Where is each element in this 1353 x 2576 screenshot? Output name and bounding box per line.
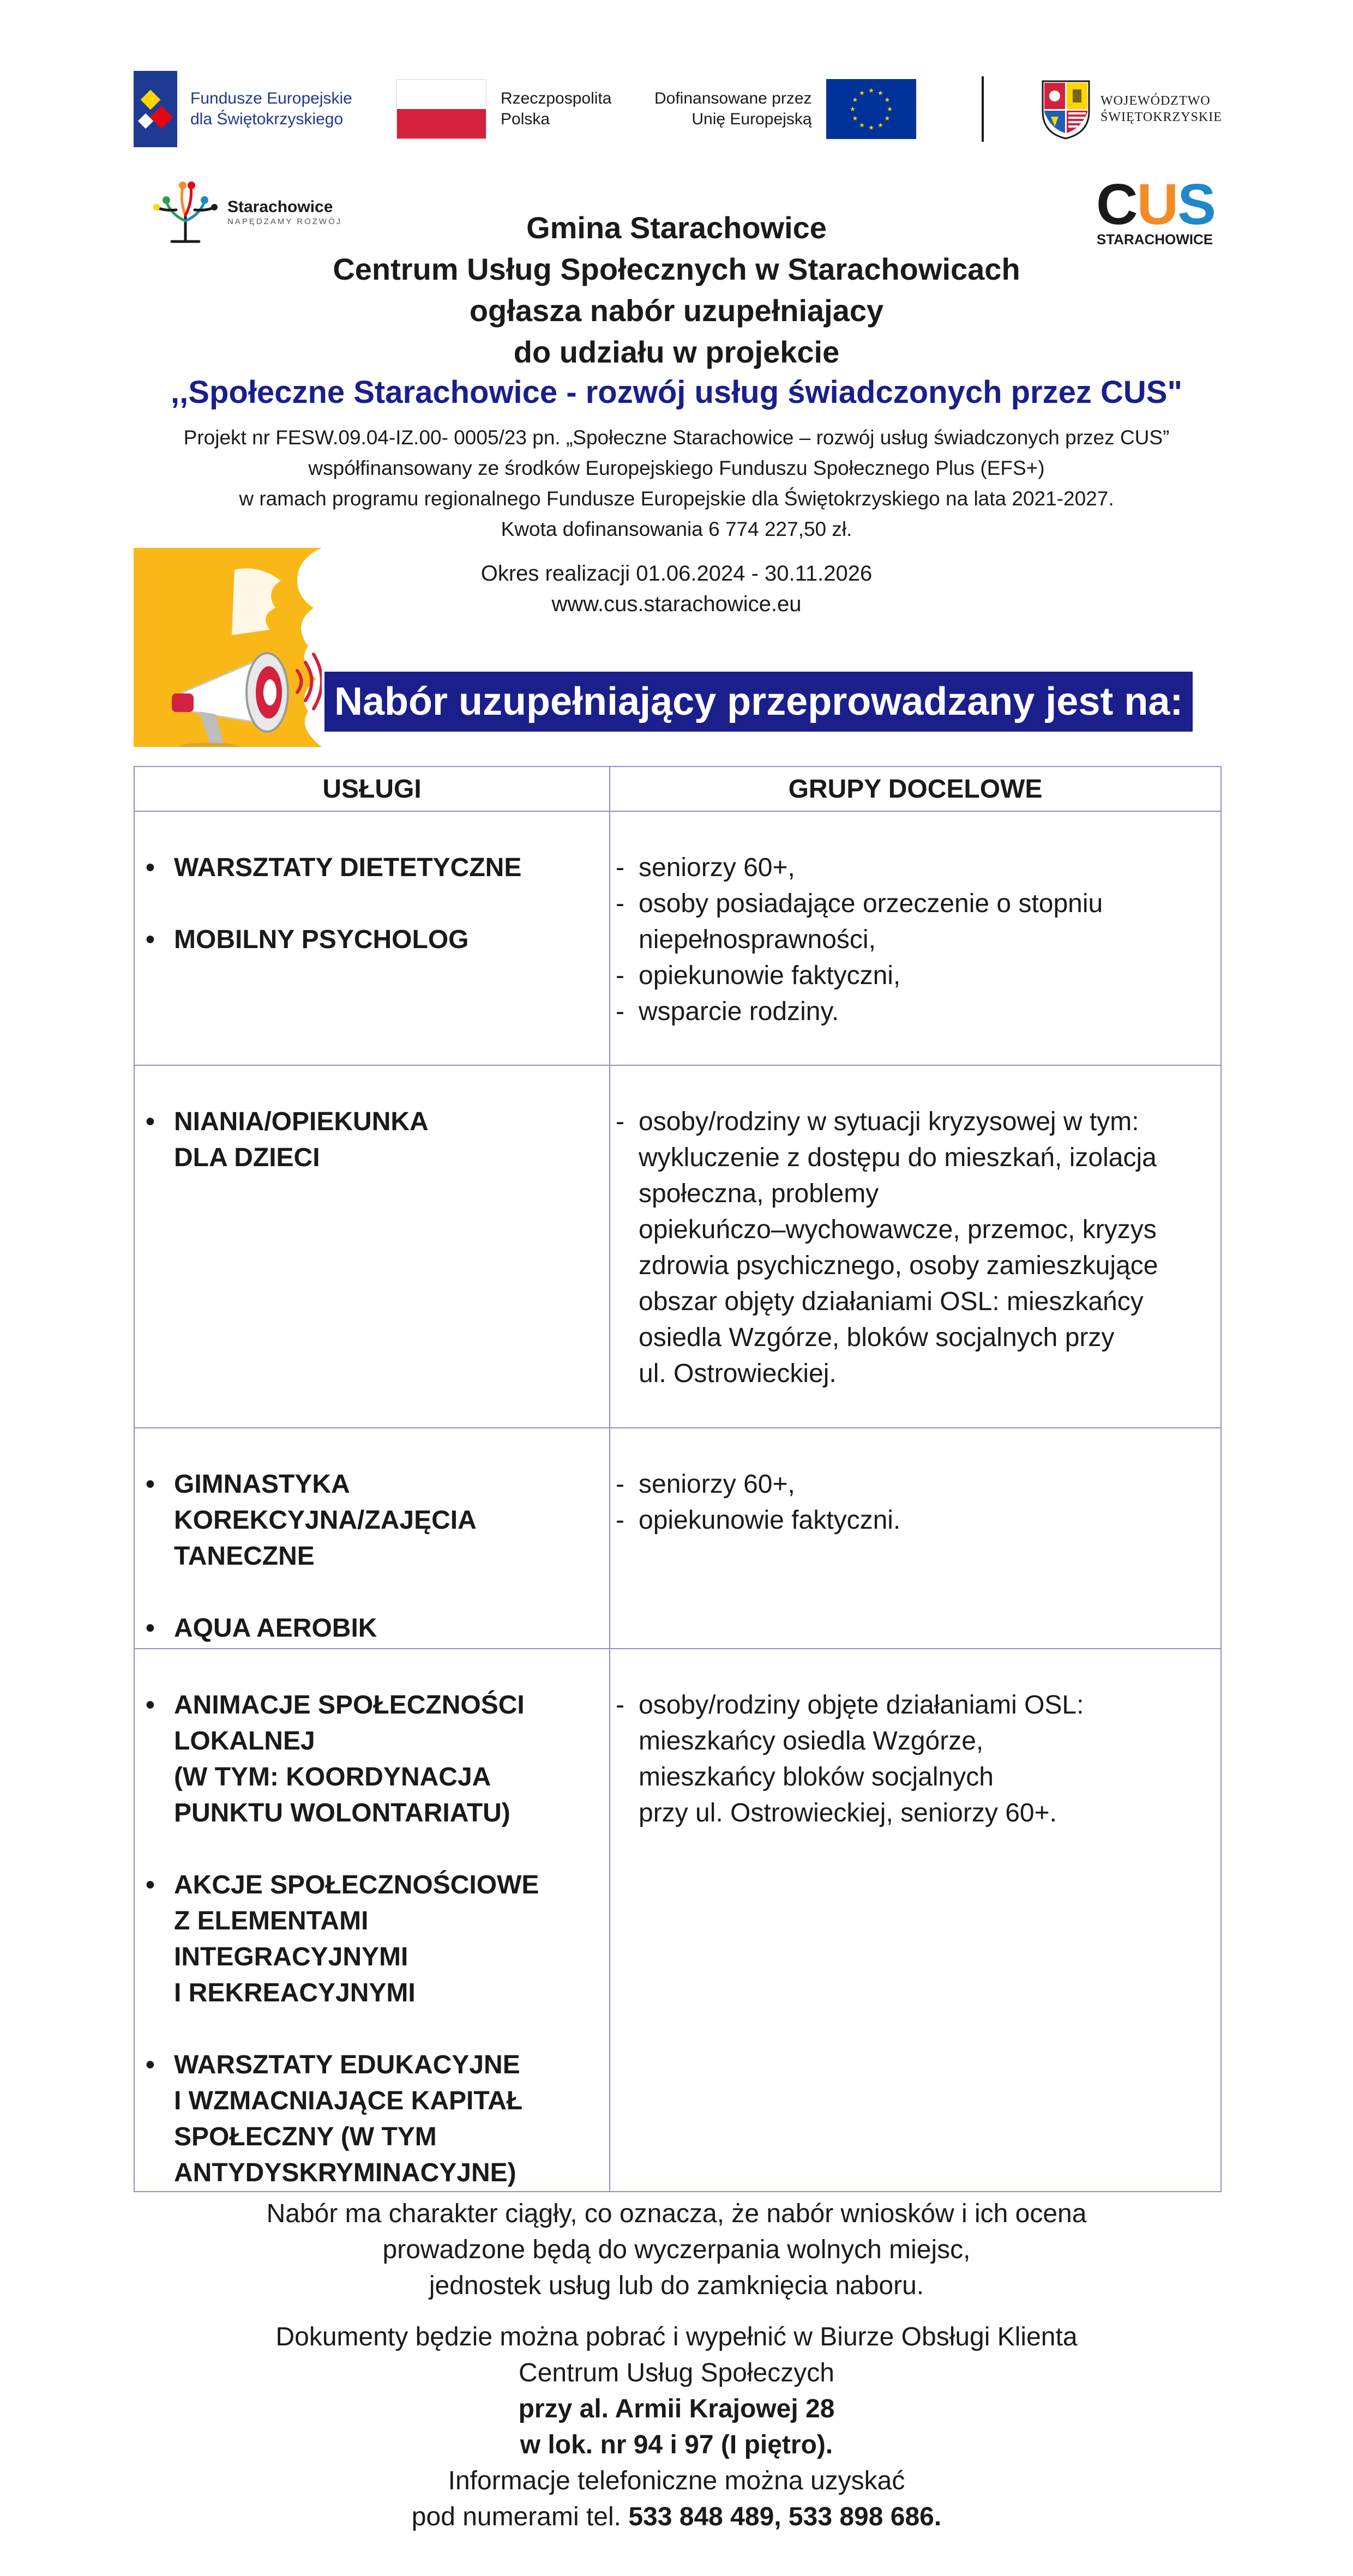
services-cell bbox=[134, 1649, 610, 2192]
cus-city: STARACHOWICE bbox=[1096, 231, 1213, 248]
project-funding-amount: Kwota dofinansowania 6 774 227,50 zł. bbox=[501, 518, 852, 540]
footer-line-8: Informacje telefoniczne można uzyskać bbox=[448, 2466, 905, 2495]
group-item: - opiekunowie faktyczni, bbox=[616, 961, 901, 990]
header-line-3: ogłasza nabór uzupełniajacy bbox=[469, 293, 884, 328]
footer-line-4: Dokumenty będzie można pobrać i wypełnić w Biurze Obsługi Klienta bbox=[275, 2322, 1078, 2351]
group-item: - osoby posiadające orzeczenie o stopniu niepełnosprawności, bbox=[616, 889, 1103, 954]
eu-cofinanced-logo bbox=[654, 79, 916, 139]
eu-star-icon: ★ bbox=[886, 105, 893, 113]
project-line-3: w ramach programu regionalnego Fundusze Europejskie dla Świętokrzyskiego na lata 2021-2027. bbox=[239, 487, 1114, 510]
fe-line1: Fundusze Europejskie bbox=[190, 89, 352, 107]
groups-cell bbox=[610, 811, 1221, 1065]
sw-line2: ŚWIĘTOKRZYSKIE bbox=[1101, 110, 1222, 124]
footer-office-rooms: w lok. nr 94 i 97 (I piętro). bbox=[520, 2430, 833, 2459]
eu-star-icon: ★ bbox=[852, 114, 858, 122]
eu-star-icon: ★ bbox=[884, 96, 890, 104]
megaphone-icon bbox=[134, 548, 322, 747]
wojewodztwo-text bbox=[1101, 93, 1222, 125]
service-item: • ANIMACJE SPOŁECZNOŚCI LOKALNEJ (W TYM: KOORDYNACJA PUNKTU WOLONTARIATU) bbox=[146, 1691, 525, 1827]
header-grupy-docelowe: GRUPY DOCELOWE bbox=[610, 767, 1221, 811]
footer-phones-line bbox=[0, 2499, 1353, 2535]
project-name: ,,Społeczne Starachowice - rozwój usług świadczonych przez CUS" bbox=[171, 375, 1182, 410]
footer-phone-numbers[interactable]: 533 848 489, 533 898 686. bbox=[628, 2502, 942, 2531]
project-line-1: Projekt nr FESW.09.04-IZ.00- 0005/23 pn. „Społeczne Starachowice – rozwój usług świadczonych przez CUS” bbox=[183, 426, 1170, 449]
footer-line-2: prowadzone będą do wyczerpania wolnych miejsc, bbox=[382, 2235, 971, 2264]
sw-line1: WOJEWÓDZTWO bbox=[1101, 93, 1211, 108]
group-item: - wsparcie rodziny. bbox=[616, 997, 839, 1026]
services-cell bbox=[134, 1428, 610, 1649]
footer-line-3: jednostek usług lub do zamknięcia naboru. bbox=[429, 2271, 924, 2300]
groups-cell bbox=[610, 1065, 1221, 1428]
project-website[interactable]: www.cus.starachowice.eu bbox=[551, 592, 802, 616]
project-line-2: współfinansowany ze środków Europejskiego Funduszu Społecznego Plus (EFS+) bbox=[308, 457, 1045, 479]
eu-star-icon: ★ bbox=[868, 124, 874, 131]
table-row bbox=[134, 811, 1221, 1065]
service-item: • AKCJE SPOŁECZNOŚCIOWE Z ELEMENTAMI INTEGRACYJNYMI I REKREACYJNYMI bbox=[146, 1871, 539, 2007]
table-row bbox=[134, 1649, 1221, 2192]
recruitment-banner: Nabór uzupełniający przeprowadzany jest na: bbox=[324, 672, 1193, 732]
eu-flag-icon bbox=[826, 79, 916, 139]
header-uslugi: USŁUGI bbox=[134, 767, 610, 811]
cus-letter-u: U bbox=[1136, 172, 1178, 237]
fundusze-europejskie-logo bbox=[134, 71, 363, 147]
eu-star-icon: ★ bbox=[858, 89, 865, 97]
table-header-row bbox=[134, 767, 1221, 811]
groups-cell bbox=[610, 1428, 1221, 1649]
logo-bar bbox=[134, 65, 1222, 153]
table-row bbox=[134, 1428, 1221, 1649]
swietokrzyskie-crest-icon bbox=[1040, 79, 1092, 140]
service-item: • AQUA AEROBIK bbox=[146, 1614, 377, 1643]
services-cell bbox=[134, 811, 610, 1065]
group-item: - opiekunowie faktyczni. bbox=[616, 1506, 901, 1535]
group-item: - seniorzy 60+, bbox=[616, 1470, 795, 1499]
project-period: Okres realizacji 01.06.2024 - 30.11.2026 bbox=[480, 562, 873, 586]
header-line-4: do udziału w projekcie bbox=[513, 335, 840, 369]
group-item: - osoby/rodziny objęte działaniami OSL: mieszkańcy osiedla Wzgórze, mieszkańcy bloków socjalnych przy ul. Ostrowieckiej, seniorzy 60+. bbox=[616, 1691, 1084, 1827]
footer-line-1: Nabór ma charakter ciągły, co oznacza, że nabór wniosków i ich ocena bbox=[266, 2199, 1087, 2228]
eu-star-icon: ★ bbox=[849, 105, 856, 113]
wojewodztwo-swietokrzyskie-logo bbox=[1040, 77, 1222, 140]
fe-line2: dla Świętokrzyskiego bbox=[190, 110, 344, 128]
rzeczpospolita-text bbox=[501, 88, 611, 130]
eu-star-icon: ★ bbox=[884, 114, 890, 122]
table-row bbox=[134, 1065, 1221, 1428]
rzeczpospolita-polska-logo bbox=[396, 79, 611, 139]
service-item: • WARSZTATY EDUKACYJNE I WZMACNIAJĄCE KAPITAŁ SPOŁECZNY (W TYM ANTYDYSKRYMINACYJNE) bbox=[146, 2050, 523, 2187]
eu-star-icon: ★ bbox=[868, 87, 874, 94]
fundusze-europejskie-text bbox=[190, 88, 352, 130]
footer-address: przy al. Armii Krajowej 28 bbox=[518, 2394, 835, 2423]
starachowice-name: Starachowice bbox=[227, 198, 333, 216]
cus-letter-s: S bbox=[1177, 172, 1215, 237]
group-item: - seniorzy 60+, bbox=[616, 853, 795, 882]
polish-flag-icon bbox=[396, 79, 486, 139]
fundusze-europejskie-mark-icon bbox=[134, 71, 177, 147]
cus-letter-c: C bbox=[1096, 172, 1137, 237]
services-cell bbox=[134, 1065, 610, 1428]
footer-line-5: Centrum Usług Społeczych bbox=[519, 2358, 834, 2387]
rp-line1: Rzeczpospolita bbox=[501, 89, 612, 107]
rp-line2: Polska bbox=[501, 110, 550, 128]
footer-phones-prefix: pod numerami tel. bbox=[411, 2502, 629, 2531]
eu-star-icon: ★ bbox=[877, 89, 883, 97]
header-line-2: Centrum Usług Społecznych w Starachowicach bbox=[333, 252, 1020, 286]
eu-star-icon: ★ bbox=[858, 121, 865, 129]
group-item: - osoby/rodziny w sytuacji kryzysowej w tym: wykluczenie z dostępu do mieszkań, izolacja społeczna, problemy opiekuńczo–wychowawcze, przemoc, kryzys zdrowia psychicznego, osoby zamieszkujące obszar objęty działaniami OSL: mieszkańcy osiedla Wzgórze, bloków socjalnych przy ul. Ostrowieckiej. bbox=[616, 1107, 1158, 1388]
service-item: • NIANIA/OPIEKUNKA DLA DZIECI bbox=[146, 1107, 429, 1172]
groups-cell bbox=[610, 1649, 1221, 2192]
eu-line2: Unię Europejską bbox=[691, 110, 812, 128]
eu-text bbox=[654, 88, 812, 130]
eu-star-icon: ★ bbox=[852, 96, 858, 104]
starachowice-tagline: NAPĘDZAMY ROZWÓJ bbox=[227, 217, 342, 226]
service-item: • GIMNASTYKA KOREKCYJNA/ZAJĘCIA TANECZNE bbox=[146, 1470, 476, 1571]
header-line-1: Gmina Starachowice bbox=[526, 210, 827, 245]
logo-divider bbox=[982, 76, 984, 142]
eu-star-icon: ★ bbox=[877, 121, 883, 129]
service-item: • MOBILNY PSYCHOLOG bbox=[146, 925, 469, 954]
eu-line1: Dofinansowane przez bbox=[654, 89, 812, 107]
services-table bbox=[134, 766, 1222, 2192]
service-item: • WARSZTATY DIETETYCZNE bbox=[146, 853, 522, 882]
